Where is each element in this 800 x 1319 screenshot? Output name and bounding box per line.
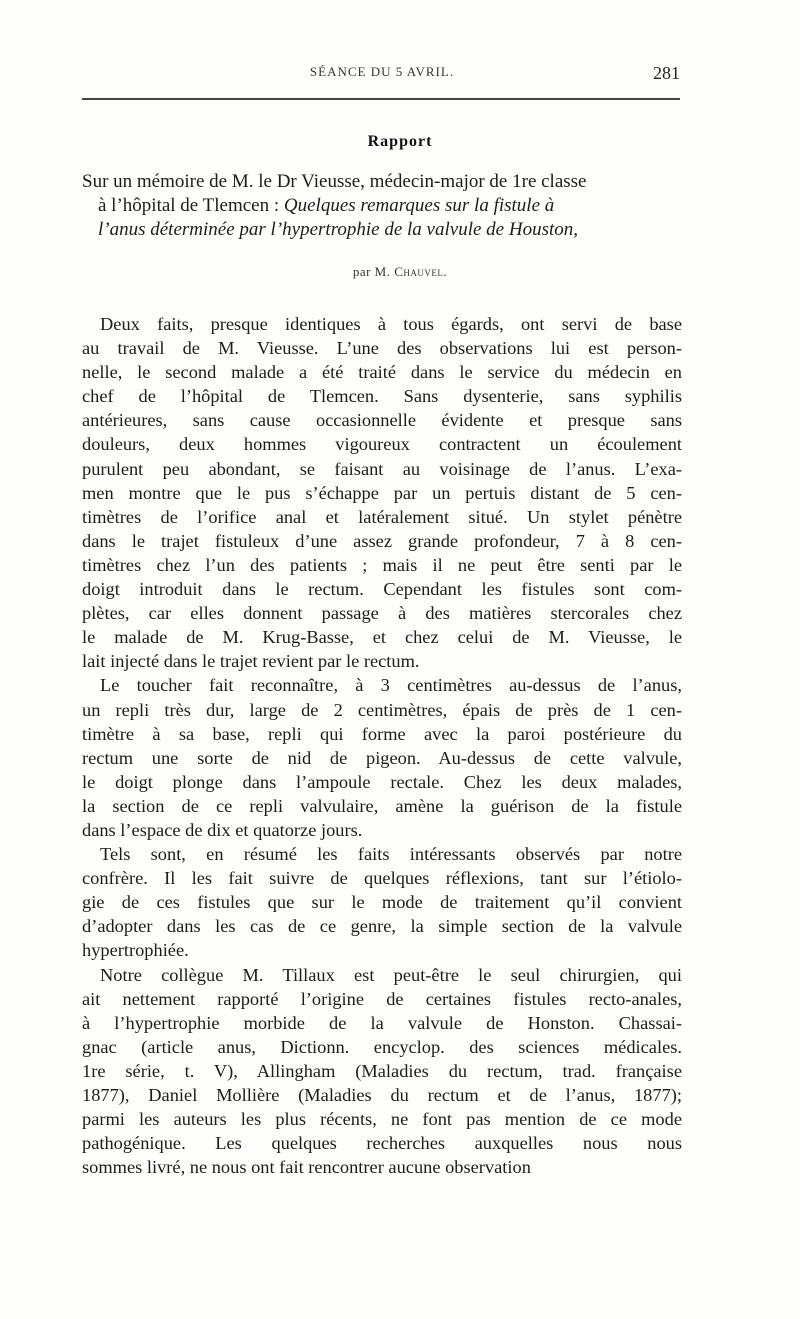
running-head bbox=[82, 64, 682, 86]
paragraph-1-line: Deux faits, presque identiques à tous égards, ont servi de base bbox=[100, 314, 682, 334]
author-prefix: par M. bbox=[352, 264, 395, 279]
paragraph-1-line: douleurs, deux hommes vigoureux contractent un écoulement bbox=[82, 434, 682, 455]
paragraph-1-line: antérieures, sans cause occasionnelle évidente et presque sans bbox=[82, 410, 682, 431]
subtitle-line-2 bbox=[82, 194, 682, 218]
paragraph-3-line: hypertrophiée. bbox=[82, 940, 189, 961]
paragraph-1-line: purulent peu abondant, se faisant au voisinage de l’anus. L’exa- bbox=[82, 458, 682, 479]
paragraph-1-line: timètres chez l’un des patients ; mais il ne peut être senti par le bbox=[82, 554, 682, 575]
subtitle-line-2-plain: à l’hôpital de Tlemcen : bbox=[98, 195, 284, 216]
paragraph-4-line: ait nettement rapporté l’origine de certaines fistules recto-anales, bbox=[82, 988, 682, 1009]
paragraph-2-line: un repli très dur, large de 2 centimètres, épais de près de 1 cen- bbox=[82, 699, 682, 720]
subtitle-line-3 bbox=[82, 218, 682, 242]
author-name: Chauvel. bbox=[394, 264, 448, 279]
author-byline bbox=[0, 264, 800, 280]
subtitle-line-1: Sur un mémoire de M. le Dr Vieusse, médecin-major de 1re classe bbox=[82, 171, 587, 192]
paragraph-3-line: Tels sont, en résumé les faits intéressants observés par notre bbox=[100, 844, 682, 865]
paragraph-1-line: dans le trajet fistuleux d’une assez grande profondeur, 7 à 8 cen- bbox=[82, 530, 682, 551]
paragraph-4-line: Notre collègue M. Tillaux est peut-être le seul chirurgien, qui bbox=[100, 964, 682, 985]
paragraph-4-line: 1re série, t. V), Allingham (Maladies du rectum, trad. française bbox=[82, 1060, 682, 1081]
paragraph-3-line: confrère. Il les fait suivre de quelques réflexions, tant sur l’étiolo- bbox=[82, 868, 682, 889]
paragraph-1-line: le malade de M. Krug-Basse, et chez celui de M. Vieusse, le bbox=[82, 627, 682, 648]
paragraph-4-line: pathogénique. Les quelques recherches auxquelles nous nous bbox=[82, 1133, 682, 1154]
paragraph-1-line: lait injecté dans le trajet revient par le rectum. bbox=[82, 651, 420, 672]
paragraph-2-line: rectum une sorte de nid de pigeon. Au-dessus de cette valvule, bbox=[82, 747, 682, 768]
paragraph-1-line: timètres de l’orifice anal et latéralement situé. Un stylet pénètre bbox=[82, 506, 682, 527]
subtitle-line-3-italic: l’anus déterminée par l’hypertrophie de la valvule de Houston, bbox=[98, 219, 578, 240]
paragraph-1-line: men montre que le pus s’échappe par un pertuis distant de 5 cen- bbox=[82, 482, 682, 503]
page-number: 281 bbox=[653, 63, 680, 83]
section-heading: Rapport bbox=[367, 133, 433, 150]
paragraph-4-line: à l’hypertrophie morbide de la valvule de Honston. Chassai- bbox=[82, 1012, 682, 1033]
paragraph-4-line: gnac (article anus, Dictionn. encyclop. des sciences médicales. bbox=[82, 1036, 682, 1057]
paragraph-4-line: sommes livré, ne nous ont fait rencontrer aucune observation bbox=[82, 1157, 531, 1178]
paragraph-1-line: au travail de M. Vieusse. L’une des observations lui est person- bbox=[82, 338, 682, 359]
paragraph-4-line: parmi les auteurs les plus récents, ne font pas mention de ce mode bbox=[82, 1109, 682, 1130]
paragraph-2-line: dans l’espace de dix et quatorze jours. bbox=[82, 819, 363, 840]
paragraph-3-line: gie de ces fistules que sur le mode de traitement qu’il convient bbox=[82, 892, 682, 913]
subtitle-line-2-italic: Quelques remarques sur la fistule à bbox=[283, 195, 555, 216]
report-subtitle bbox=[82, 170, 682, 242]
paragraph-2-line: la section de ce repli valvulaire, amène la guérison de la fistule bbox=[82, 795, 682, 816]
body-text bbox=[82, 312, 682, 1179]
paragraph-3-line: d’adopter dans les cas de ce genre, la simple section de la valvule bbox=[82, 916, 682, 937]
paragraph-2-line: le doigt plonge dans l’ampoule rectale. Chez les deux malades, bbox=[82, 771, 682, 792]
running-title: SÉANCE DU 5 AVRIL. bbox=[309, 64, 455, 79]
paragraph-1-line: plètes, car elles donnent passage à des matières stercorales chez bbox=[82, 603, 682, 624]
paragraph-4-line: 1877), Daniel Mollière (Maladies du rectum et de l’anus, 1877); bbox=[82, 1085, 682, 1105]
paragraph-2-line: timètre à sa base, repli qui forme avec la paroi postérieure du bbox=[82, 723, 682, 744]
paragraph-1-line: chef de l’hôpital de Tlemcen. Sans dysenterie, sans syphilis bbox=[82, 386, 682, 407]
paragraph-1-line: nelle, le second malade a été traité dans le service du médecin en bbox=[82, 362, 682, 383]
paragraph-1-line: doigt introduit dans le rectum. Cependant les fistules sont com- bbox=[82, 579, 682, 600]
paragraph-2-line: Le toucher fait reconnaître, à 3 centimètres au-dessus de l’anus, bbox=[100, 675, 682, 696]
header-rule bbox=[82, 98, 680, 100]
